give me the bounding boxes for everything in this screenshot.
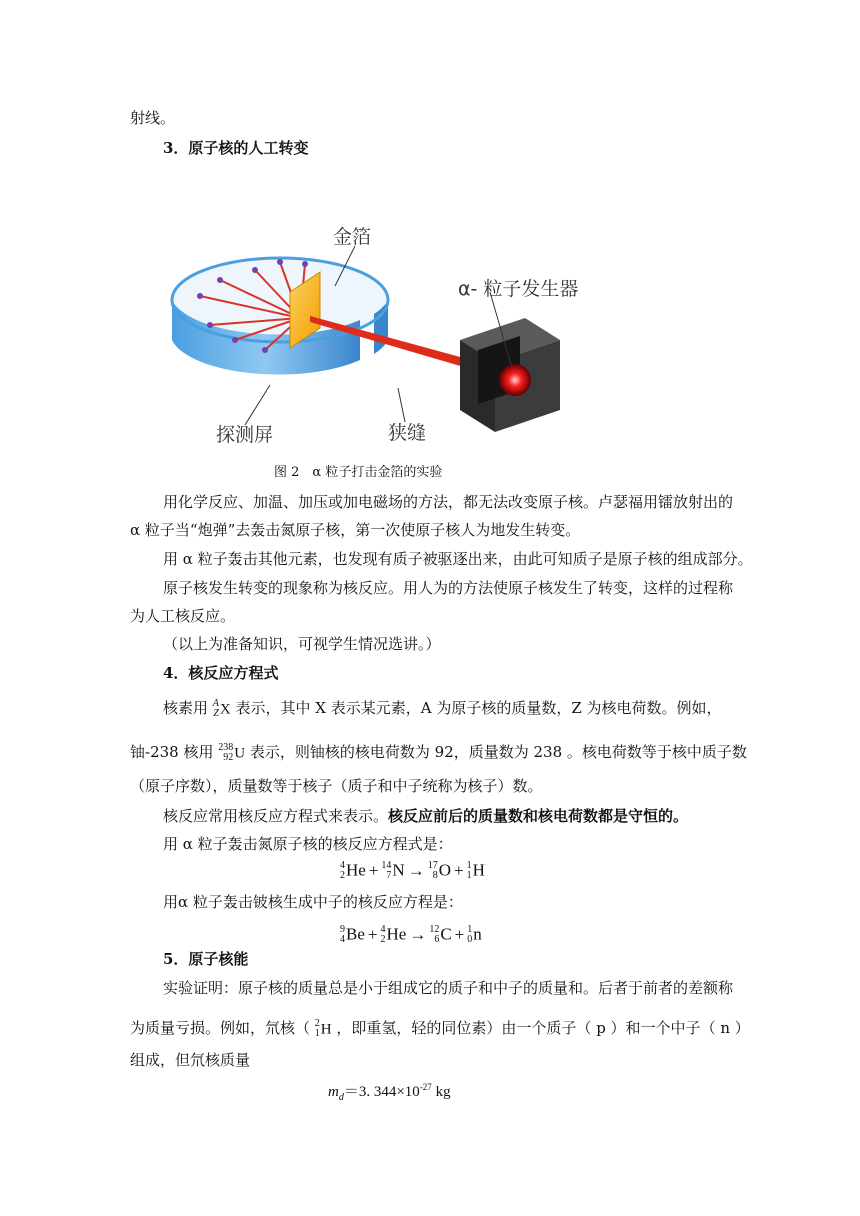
text-line: 射线。 <box>130 109 176 127</box>
element-symbol: C <box>440 924 452 944</box>
equation-operator: + <box>454 924 465 944</box>
mass-number: 1 <box>466 859 472 871</box>
nuclide-term <box>467 924 482 945</box>
nuclide-notation <box>213 699 231 720</box>
charge-number: 0 <box>467 933 473 945</box>
element-symbol: Be <box>346 924 365 944</box>
text-span: ，即重氢，轻的同位素）由一个质子（ p ）和一个中子（ n ） <box>336 1019 750 1037</box>
mass-number: 2 <box>314 1018 320 1030</box>
mass-number: 4 <box>380 923 386 935</box>
nuclide-term <box>380 924 406 945</box>
charge-number: 2 <box>340 869 345 881</box>
text-line: 原子核发生转变的现象称为核反应。用人为的方法使原子核发生了转变，这样的过程称 <box>163 579 734 597</box>
charge-number: 4 <box>340 933 345 945</box>
text-line: 用 α 粒子轰击其他元素，也发现有质子被驱逐出来，由此可知质子是原子核的组成部分。 <box>163 550 753 568</box>
text-span: 表示，则铀核的核电荷数为 92，质量数为 238 。核电荷数等于核中质子数 <box>249 743 747 761</box>
text-line: α 粒子当“炮弹”去轰击氮原子核，第一次使原子核人为地发生转变。 <box>130 521 581 539</box>
deuteron-mass-formula <box>328 1077 451 1108</box>
mass-number: 14 <box>381 859 392 871</box>
charge-number: 7 <box>386 869 392 881</box>
mass-symbol: m <box>328 1084 339 1100</box>
mass-unit: kg <box>435 1084 451 1100</box>
charge-number: 2 <box>380 933 386 945</box>
element-symbol: He <box>386 924 407 944</box>
mass-number: 12 <box>429 923 440 935</box>
equation-beryllium-reaction <box>340 924 482 945</box>
label-slit: 狭缝 <box>388 422 427 444</box>
mass-number: 238 <box>218 742 234 754</box>
nuclide-term <box>340 924 365 945</box>
section-heading-3: 3．原子核的人工转变 <box>163 139 309 157</box>
charge-number: 1 <box>314 1028 320 1040</box>
text-line: 组成，但氘核质量 <box>130 1051 251 1069</box>
text-line-nuclide-notation <box>163 698 722 719</box>
charge-number: Z <box>213 708 219 720</box>
mass-exponent: -27 <box>419 1082 432 1092</box>
equation-operator: → <box>409 924 427 944</box>
mass-number: 17 <box>427 859 438 871</box>
equation-operator: → <box>407 860 425 880</box>
nuclide-notation <box>218 743 245 764</box>
element-symbol: X <box>219 701 231 718</box>
text-line-conservation <box>163 806 688 826</box>
text-span: 铀-238 核用 <box>130 743 214 761</box>
mass-number: A <box>212 698 219 710</box>
text-line: （以上为准备知识，可视学生情况选讲。） <box>163 635 441 653</box>
element-symbol: N <box>392 860 405 880</box>
charge-number: 6 <box>434 933 440 945</box>
charge-number: 92 <box>223 752 234 764</box>
label-gold-foil: 金箔 <box>333 226 372 248</box>
element-symbol: O <box>438 860 451 880</box>
equation-operator: + <box>367 924 378 944</box>
mass-value: ＝3. 344×10 <box>343 1084 420 1100</box>
figure-caption: 图 2 α 粒子打击金箔的实验 <box>274 465 443 480</box>
text-span: 核反应常用核反应方程式来表示。 <box>163 807 389 825</box>
element-symbol: H <box>320 1021 332 1038</box>
emphasis-text: 核反应前后的质量数和核电荷数都是守恒的。 <box>388 807 689 825</box>
element-symbol: H <box>472 860 485 880</box>
label-alpha-generator: α- 粒子发生器 <box>458 278 579 300</box>
text-line: 用α 粒子轰击铍核生成中子的核反应方程是： <box>163 893 463 911</box>
text-span: 表示，其中 X 表示某元素，A 为原子核的质量数，Z 为核电荷数。例如， <box>235 699 722 717</box>
label-detector-screen: 探测屏 <box>216 424 274 446</box>
text-line-deuteron <box>130 1018 750 1039</box>
element-symbol: n <box>473 924 482 944</box>
text-line: 用化学反应、加温、加压或加电磁场的方法，都无法改变原子核。卢瑟福用镭放射出的 <box>163 493 734 511</box>
equation-operator: + <box>453 860 464 880</box>
text-line: 为人工核反应。 <box>130 607 236 625</box>
mass-number: 1 <box>467 923 473 935</box>
mass-number: 4 <box>340 859 345 871</box>
figure-alpha-scattering <box>160 200 600 460</box>
charge-number: 1 <box>466 869 472 881</box>
nuclide-term <box>429 924 451 945</box>
equation-nitrogen-reaction <box>340 860 485 881</box>
mass-number: 9 <box>340 923 345 935</box>
text-span: 核素用 <box>163 699 209 717</box>
nuclide-term <box>428 860 451 881</box>
nuclide-notation <box>315 1019 332 1040</box>
text-span: 为质量亏损。例如，氘核（ <box>130 1019 311 1037</box>
text-line: 用 α 粒子轰击氮原子核的核反应方程式是： <box>163 835 453 853</box>
text-line: 实验证明：原子核的质量总是小于组成它的质子和中子的质量和。后者于前者的差额称 <box>163 979 734 997</box>
nuclide-term <box>467 860 485 881</box>
mass-subscript: d <box>338 1092 344 1103</box>
nuclide-term <box>381 860 404 881</box>
text-line-uranium <box>130 742 747 763</box>
element-symbol: U <box>234 745 246 762</box>
equation-operator: + <box>368 860 379 880</box>
nuclide-term <box>340 860 366 881</box>
section-heading-4: 4．核反应方程式 <box>163 664 279 682</box>
text-line: （原子序数），质量数等于核子（质子和中子统称为核子）数。 <box>130 777 543 795</box>
charge-number: 8 <box>432 869 438 881</box>
section-heading-5: 5．原子核能 <box>163 950 249 968</box>
element-symbol: He <box>346 860 366 880</box>
